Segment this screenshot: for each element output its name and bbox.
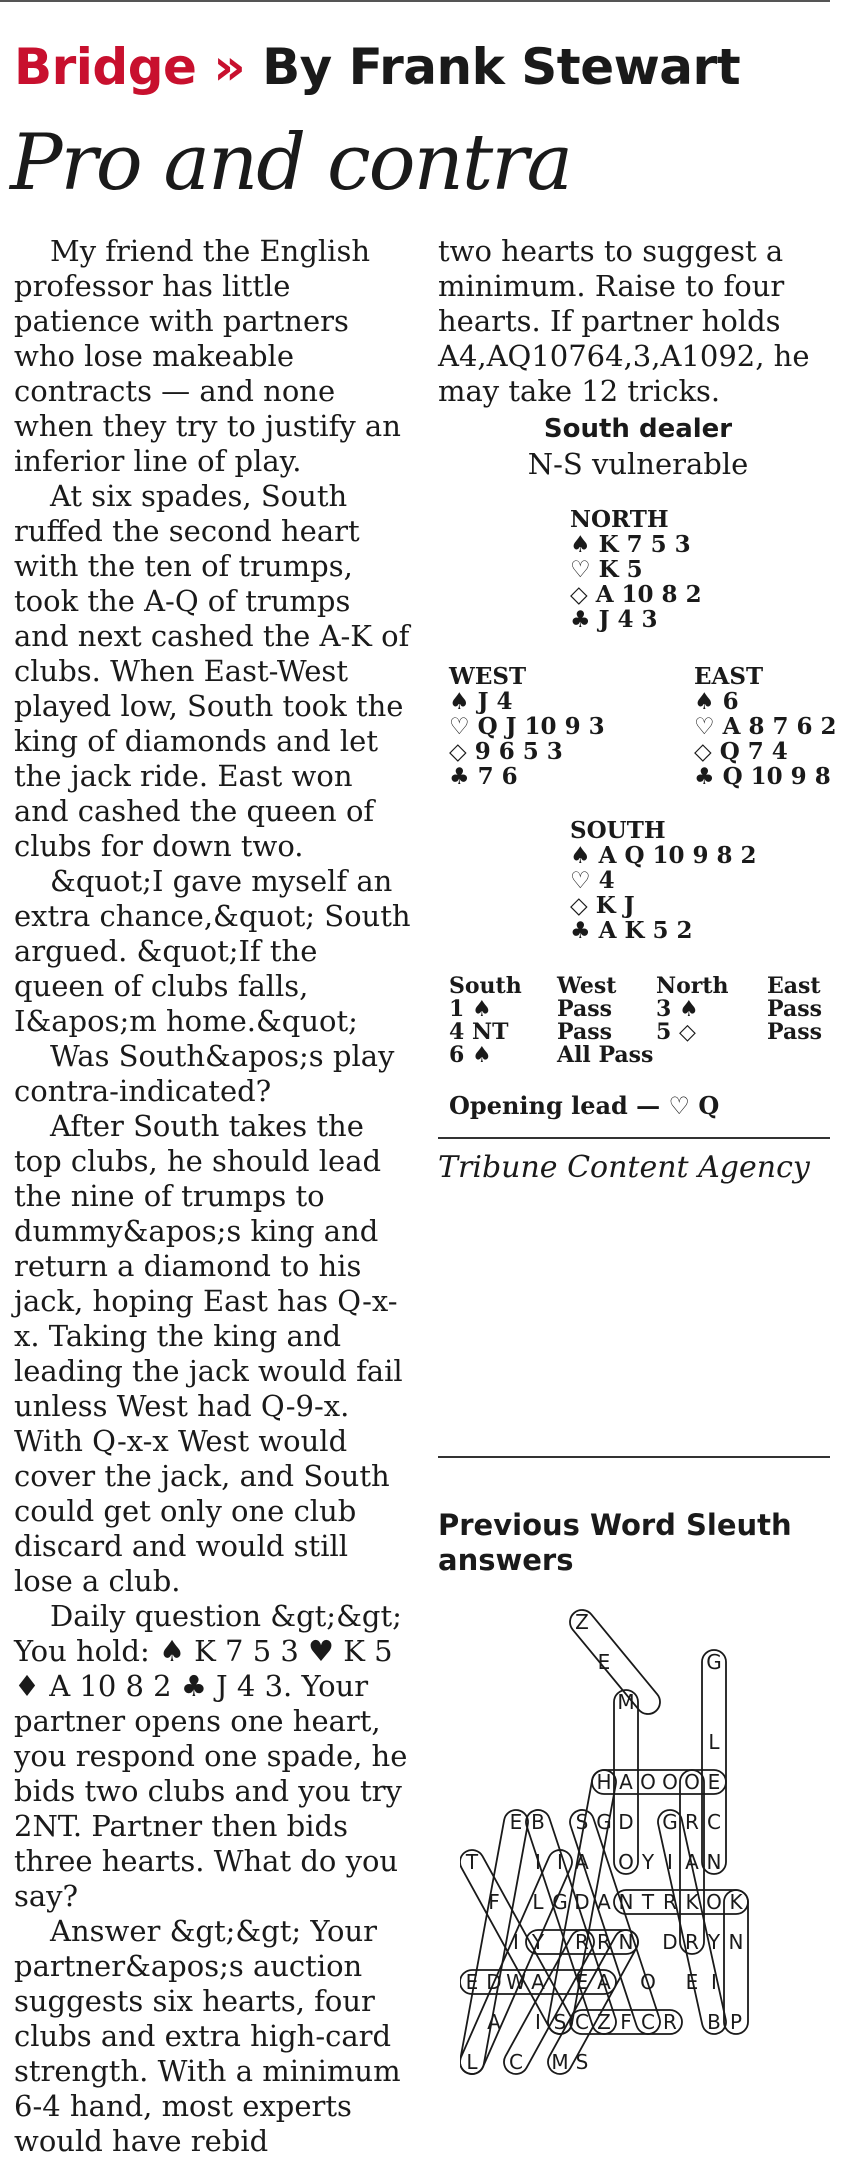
auction-header: East (767, 973, 821, 999)
article-paragraph: Was South&apos;s play contra-indicated? (14, 1039, 395, 1108)
grid-letter: I (535, 1850, 541, 1874)
hand-label: SOUTH (570, 817, 666, 844)
agency-credit: Tribune Content Agency (438, 1150, 810, 1185)
auction-bid: 1 ♠ (449, 996, 492, 1022)
auction-bid: Pass (767, 996, 822, 1022)
auction-bid: Pass (557, 1019, 612, 1045)
grid-letter: O (640, 1770, 656, 1794)
hearts-holding: ♡ A 8 7 6 2 (694, 713, 837, 740)
grid-letter: O (662, 1770, 678, 1794)
grid-letter: Z (597, 2010, 611, 2034)
grid-letter: R (663, 2010, 677, 2034)
opening-lead: Opening lead — ♡ Q (449, 1091, 720, 1120)
grid-letter: F (620, 2010, 632, 2034)
grid-letter: A (597, 1890, 611, 1914)
grid-letter: L (532, 1890, 544, 1914)
grid-letter: R (575, 1930, 589, 1954)
divider (438, 1456, 830, 1458)
answer-paragraph: Answer &gt;&gt; Your partner&apos;s auction suggests six hearts, four clubs and extra high-card strength. With a minimum 6-4 hand, most experts would have rebid (14, 1914, 401, 2158)
grid-letter: S (553, 2010, 567, 2034)
grid-letter: T (465, 1850, 479, 1874)
grid-letter: G (662, 1810, 678, 1834)
article-paragraph: After South takes the top clubs, he should lead the nine of trumps to dummy&apos;s king and return a diamond to his jack, hoping East has Q-x-x. Taking the king and leading the jack would fail unless West had Q-9-x. With Q-x-x West would cover the jack, and South could get only one club discard and would still lose a club. (14, 1109, 403, 1598)
grid-letter: A (487, 2010, 501, 2034)
grid-letter: A (575, 1850, 589, 1874)
grid-letter: Y (641, 1850, 655, 1874)
hand-west (449, 664, 605, 789)
grid-letter: M (551, 2050, 569, 2074)
grid-letter: O (684, 1770, 700, 1794)
grid-letter: M (617, 1690, 635, 1714)
grid-letter: F (488, 1890, 500, 1914)
grid-letter: D (618, 1810, 634, 1834)
grid-letter: G (706, 1650, 722, 1674)
word-sleuth-title: Previous Word Sleuth answers (438, 1508, 792, 1577)
grid-letter: D (662, 1930, 678, 1954)
grid-letter: I (535, 2010, 541, 2034)
grid-letter: A (597, 1970, 611, 1994)
auction-bid: Pass (557, 996, 612, 1022)
auction-header: North (656, 973, 729, 999)
grid-letter: A (619, 1770, 633, 1794)
grid-letter: E (597, 1650, 611, 1674)
grid-letter: B (531, 1810, 545, 1834)
grid-letter: N (618, 1930, 634, 1954)
grid-letter: G (596, 1810, 612, 1834)
grid-letter: R (663, 1890, 677, 1914)
grid-letter: S (575, 1810, 589, 1834)
grid-letter: I (557, 1850, 563, 1874)
grid-letter: K (685, 1890, 699, 1914)
grid-letter: R (685, 1930, 699, 1954)
answer-loop (656, 1808, 729, 2037)
grid-letter: O (706, 1890, 722, 1914)
grid-letter: D (574, 1890, 590, 1914)
grid-letter: I (667, 1850, 673, 1874)
dealer: South dealer (543, 414, 733, 444)
article-column-2 (438, 234, 838, 409)
headline: Pro and contra (10, 118, 571, 208)
vulnerability: N-S vulnerable (527, 447, 749, 481)
grid-letter: A (531, 1970, 545, 1994)
hand-east (694, 664, 837, 789)
byline: By Frank Stewart (262, 38, 741, 96)
grid-letter: C (509, 2050, 523, 2074)
diamonds-holding: ◇ K J (570, 892, 635, 919)
grid-letter: N (706, 1850, 722, 1874)
auction-bid: 5 ◇ (656, 1019, 696, 1045)
clubs-holding: ♣ J 4 3 (570, 606, 658, 633)
section-name[interactable]: Bridge (14, 38, 197, 96)
grid-letter: C (575, 2010, 589, 2034)
word-sleuth-grid (460, 1600, 840, 2120)
grid-letter: N (728, 1930, 744, 1954)
grid-letter: O (618, 1850, 634, 1874)
grid-letter: E (575, 1970, 589, 1994)
top-rule (0, 0, 830, 2)
grid-letter: H (596, 1770, 612, 1794)
grid-letter: A (685, 1850, 699, 1874)
answer-loops (460, 1605, 748, 2078)
grid-letter: I (711, 1970, 717, 1994)
grid-letter: R (685, 1810, 699, 1834)
grid-letter: E (509, 1810, 523, 1834)
grid-letter: R (597, 1930, 611, 1954)
grid-letter: K (729, 1890, 743, 1914)
clubs-holding: ♣ A K 5 2 (570, 917, 693, 944)
section-header (14, 38, 740, 96)
article-paragraph: At six spades, South ruffed the second heart with the ten of trumps, took the A-Q of trumps and next cashed the A-K of clubs. When East-West played low, South took the king of diamonds and let the jack ride. East won and cashed the queen of clubs for down two. (14, 479, 410, 863)
hand-label: NORTH (570, 506, 669, 533)
article-paragraph: &quot;I gave myself an extra chance,&quot; South argued. &quot;If the queen of clubs falls, I&apos;m home.&quot; (14, 864, 411, 1038)
spades-holding: ♠ J 4 (449, 688, 513, 715)
auction-bid: All Pass (557, 1042, 654, 1068)
grid-letter: L (466, 2050, 478, 2074)
grid-letter: E (465, 1970, 479, 1994)
answer-loop (702, 1650, 726, 1874)
grid-letter: L (708, 1730, 720, 1754)
hand-south (570, 818, 757, 943)
diamonds-holding: ◇ A 10 8 2 (570, 581, 702, 608)
spades-holding: ♠ K 7 5 3 (570, 531, 691, 558)
hearts-holding: ♡ K 5 (570, 556, 643, 583)
auction-bid: 4 NT (449, 1019, 509, 1045)
diamonds-holding: ◇ 9 6 5 3 (449, 738, 563, 765)
grid-letter: C (641, 2010, 655, 2034)
clubs-holding: ♣ 7 6 (449, 763, 518, 790)
grid-letter: G (552, 1890, 568, 1914)
article-paragraph: My friend the English professor has little patience with partners who lose makeable contracts — and none when they try to justify an inferior line of play. (14, 234, 401, 478)
spades-holding: ♠ 6 (694, 688, 739, 715)
grid-letter: Z (575, 1610, 589, 1634)
hearts-holding: ♡ Q J 10 9 3 (449, 713, 605, 740)
grid-letter: I (513, 1930, 519, 1954)
word-sleuth-puzzle (460, 1600, 840, 2125)
grid-letter: E (707, 1770, 721, 1794)
grid-letter: N (618, 1890, 634, 1914)
daily-question: Daily question &gt;&gt; You hold: ♠ K 7 5 3 ♥ K 5 ♦ A 10 8 2 ♣ J 4 3. Your partner opens one heart, you respond one spade, he bids two clubs and you try 2NT. Partner then bids three hearts. What do you say? (14, 1599, 408, 1913)
grid-letter: W (506, 1970, 526, 1994)
article-paragraph: two hearts to suggest a minimum. Raise to four hearts. If partner holds A4,AQ10764,3,A1092, he may take 12 tricks. (438, 234, 810, 408)
grid-letter: D (486, 1970, 502, 1994)
grid-letter: Y (531, 1930, 545, 1954)
grid-letter: E (685, 1970, 699, 1994)
grid-letter: B (707, 2010, 721, 2034)
divider (438, 1137, 830, 1139)
auction-header: South (449, 973, 522, 999)
auction-bid: Pass (767, 1019, 822, 1045)
hearts-holding: ♡ 4 (570, 867, 615, 894)
grid-letter: P (729, 2010, 743, 2034)
clubs-holding: ♣ Q 10 9 8 (694, 763, 831, 790)
grid-letter: S (575, 2050, 589, 2074)
hand-north (570, 507, 702, 632)
grid-letter: T (641, 1890, 655, 1914)
hand-label: EAST (694, 663, 764, 690)
spades-holding: ♠ A Q 10 9 8 2 (570, 842, 757, 869)
diamonds-holding: ◇ Q 7 4 (694, 738, 788, 765)
article-column-1 (14, 234, 414, 2159)
section-separator: » (213, 38, 246, 96)
hand-label: WEST (449, 663, 527, 690)
auction-header: West (557, 973, 617, 999)
grid-letter: C (707, 1810, 721, 1834)
auction-bid: 3 ♠ (656, 996, 699, 1022)
auction-bid: 6 ♠ (449, 1042, 492, 1068)
grid-letter: Y (707, 1930, 721, 1954)
grid-letter: O (640, 1970, 656, 1994)
